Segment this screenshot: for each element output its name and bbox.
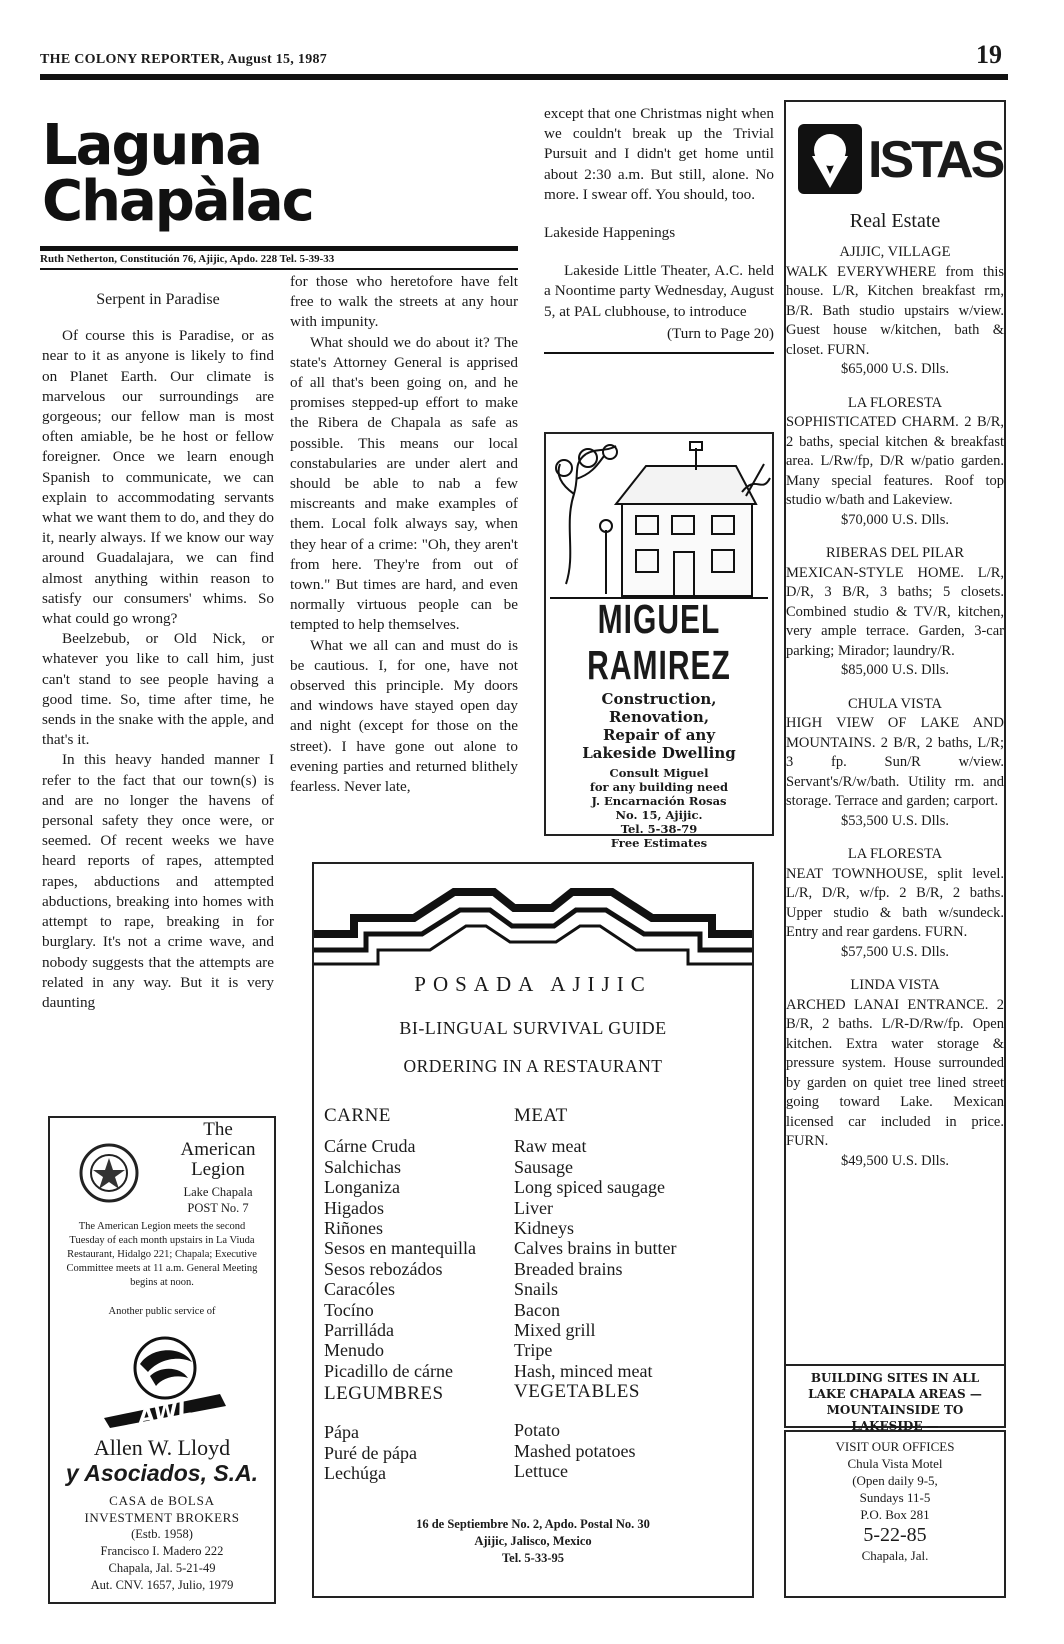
contact-line: No. 15, Ajijic. <box>615 808 703 822</box>
menu-item: Lechúga <box>324 1463 386 1484</box>
listing-desc: SOPHISTICATED CHARM. 2 B/R, 2 baths, special kitchen & breakfast area. L/Rw/fp, D/R w/patio garden. Many special features. Roof top studio w/bath and Lakeview. <box>786 414 1004 508</box>
firm-line: CASA de BOLSA <box>109 1493 215 1508</box>
contact-line: Tel. 5-38-79 <box>620 822 698 836</box>
happenings-heading: Lakeside Happenings <box>544 224 676 242</box>
office-phone: 5-22-85 <box>863 1524 927 1546</box>
article-headline: Serpent in Paradise <box>96 291 220 308</box>
menu-item: Mashed potatoes <box>514 1440 636 1461</box>
menu-item: Hash, minced meat <box>514 1360 653 1381</box>
miguel-ramirez-ad <box>544 432 774 850</box>
page-header <box>40 40 1008 80</box>
contact-line: Free Estimates <box>610 836 708 850</box>
address-line: 16 de Septiembre No. 2, Apdo. Postal No. 30 <box>416 1517 650 1531</box>
menu-item: Tripe <box>514 1340 553 1361</box>
article-paragraph: for those who heretofore have felt free to walk the streets at any hour with impunity. <box>290 273 518 331</box>
menu-item: Menudo <box>324 1340 384 1361</box>
menu-item: Bacon <box>514 1299 560 1320</box>
vistas-ad <box>784 100 1006 1428</box>
listing-price: $57,500 U.S. Dlls. <box>841 943 949 960</box>
menu-spanish-carne <box>324 1106 476 1381</box>
listing-place: AJIJIC, VILLAGE <box>839 244 951 260</box>
listing-desc: MEXICAN-STYLE HOME. L/R, D/R, 3 B/R, 3 baths; 5 closets. Combined studio & TV/R, kitchen, very ample terrace. Garden, 3-car parking; Mirador; laundry/R. <box>786 564 1004 659</box>
posada-name: POSADA AJIJIC <box>414 972 652 996</box>
listing-price: $49,500 U.S. Dlls. <box>841 1152 949 1169</box>
vistas-subtitle: Real Estate <box>849 210 941 232</box>
masthead-line-2: Chapàlac <box>42 169 313 234</box>
office-city: Chapala, Jal. <box>861 1548 929 1563</box>
address-line: Tel. 5-33-95 <box>501 1551 565 1565</box>
listing-place: LA FLORESTA <box>847 846 943 862</box>
firm-line: Chapala, Jal. 5-21-49 <box>108 1561 216 1575</box>
listing-desc: NEAT TOWNHOUSE, split level. L/R, D/R, w/fp. 2 B/R, 2 baths. Upper studio & bath w/sundeck. Entry and rear gardens. FURN. <box>786 865 1004 940</box>
happenings-paragraph: Lakeside Little Theater, A.C. held a Noontime party Wednesday, August 5, at PAL clubhouse, to introduce <box>544 262 774 320</box>
contact-line: Consult Miguel <box>609 766 709 780</box>
article-paragraph: What we all can and must do is be cautious. I, for one, have not observed this principle. My doors and windows have stayed open day and night (except for those on the street). I have gone out alone to evening parties and returned blithely fearless. Never late, <box>290 636 518 796</box>
menu-item: Salchichas <box>324 1156 401 1177</box>
american-legion-ad <box>48 1116 276 1604</box>
office-line: Sundays 11-5 <box>859 1490 931 1505</box>
office-line: P.O. Box 281 <box>860 1507 930 1522</box>
firm-block <box>56 1436 268 1594</box>
guide-subtitle: ORDERING IN A RESTAURANT <box>403 1056 663 1076</box>
menu-item: Sesos en mantequilla <box>324 1238 476 1259</box>
service-line: Construction, <box>601 690 717 708</box>
listing-5 <box>786 845 1004 962</box>
legion-title-line: American <box>180 1139 256 1160</box>
menu-item: Calves brains in butter <box>514 1238 677 1259</box>
menu-item: Liver <box>514 1197 553 1218</box>
firm-line: (Estb. 1958) <box>131 1527 193 1541</box>
building-sites-box <box>784 1364 1006 1433</box>
listing-place: LA FLORESTA <box>847 394 943 411</box>
listing-4 <box>786 695 1004 832</box>
legion-meeting-info: The American Legion meets the second Tuesday of each month upstairs in La Viuda Restaurant, Hidalgo 221; Chapala; Executive Committee meets at 11 a.m. General Meeting begins at noon. <box>66 1221 258 1288</box>
page-number: 19 <box>976 40 1002 69</box>
building-sites-text: BUILDING SITES IN ALL LAKE CHAPALA AREAS — MOUNTAINSIDE TO LAKESIDE — <box>808 1371 982 1433</box>
legion-post <box>168 1184 268 1216</box>
article-column-3 <box>544 104 774 354</box>
menu-heading: LEGUMBRES <box>324 1383 444 1404</box>
firm-name: Allen W. Lloyd <box>93 1435 231 1460</box>
menu-item: Sesos rebozádos <box>324 1258 443 1279</box>
listing-price: $65,000 U.S. Dlls. <box>841 361 949 377</box>
menu-heading: CARNE <box>324 1105 391 1126</box>
listing-6 <box>786 976 1004 1171</box>
legion-title-line: Legion <box>191 1159 245 1180</box>
service-line: Repair of any <box>602 726 716 744</box>
miguel-name: MIGUEL RAMIREZ <box>587 598 731 689</box>
menu-heading: VEGETABLES <box>514 1381 640 1402</box>
menu-item: Cárne Cruda <box>324 1136 416 1157</box>
turn-to-page: (Turn to Page 20) <box>666 324 774 342</box>
firm-line: Aut. CNV. 1657, Julio, 1979 <box>90 1578 234 1592</box>
legion-post-number: POST No. 7 <box>187 1201 249 1215</box>
listing-place: CHULA VISTA <box>847 695 943 712</box>
masthead-line-1: Laguna <box>42 113 262 178</box>
article-paragraph: except that one Christmas night when we couldn't break up the Trivial Pursuit and I didn't get home until about 2:30 a.m. But still, alone. No more. I swear off. You should, too. <box>544 105 774 203</box>
article-paragraph: Of course this is Paradise, or as near to it as anyone is likely to find on Planet Earth. Our climate is marvelous our surroundings are gorgeous; our fellow man is most often amiable, be he host or fellow foreigner. Once we learn enough Spanish to communicate, we can explain to accommodating servants what we want them to do, and they do it, nearly always. If we know our way around Guadalajara, we can find almost anything within reason to satisfy our consumers' whims. So what could go wrong? <box>42 327 274 628</box>
menu-item: Mixed grill <box>514 1320 596 1341</box>
service-line: Lakeside Dwelling <box>582 744 736 762</box>
menu-item: Caracóles <box>324 1279 395 1300</box>
menu-item: Parrilláda <box>324 1320 394 1341</box>
menu-item: Riñones <box>324 1218 384 1239</box>
article-paragraph: In this heavy handed manner I refer to the fact that our town(s) is and are no longer the havens of personal safety they once were, or seemed. Of recent weeks we have heard reports of rapes, attempted rapes, abductions and attempted abductions, breaking into homes with attempt to rape, breaking in for burglary. It's not a crime wave, and nobody suggests that the attempts are related in any way. But it is very daunting <box>42 751 274 1011</box>
listing-place: LINDA VISTA <box>850 977 940 993</box>
column-masthead <box>42 113 522 246</box>
miguel-services <box>546 690 772 762</box>
posada-address <box>314 1516 752 1567</box>
contact-line: J. Encarnación Rosas <box>591 794 727 808</box>
menu-item: Longaniza <box>324 1177 400 1198</box>
office-line: VISIT OUR OFFICES <box>835 1439 955 1454</box>
vistas-logo <box>786 124 1004 204</box>
article-column-1 <box>42 290 274 1013</box>
menu-item: Higados <box>324 1197 384 1218</box>
listing-price: $70,000 U.S. Dlls. <box>841 511 949 528</box>
menu-item: Snails <box>514 1279 559 1300</box>
office-line: Chula Vista Motel <box>847 1456 943 1471</box>
listing-price: $85,000 U.S. Dlls. <box>841 662 949 678</box>
menu-english-vegetables <box>514 1382 640 1482</box>
menu-item: Long spiced saugage <box>514 1177 665 1198</box>
menu-item: Kidneys <box>514 1218 574 1239</box>
menu-item: Picadillo de cárne <box>324 1360 453 1381</box>
guide-title: BI-LINGUAL SURVIVAL GUIDE <box>399 1018 667 1038</box>
listing-price: $53,500 U.S. Dlls. <box>841 812 949 829</box>
listing-desc: ARCHED LANAI ENTRANCE. 2 B/R, 2 baths. L/R-D/Rw/fp. Open kitchen. Extra water storage & pressure system. House surrounded by garden on quiet tree lined street going toward Lake. Mexican licensed car included in price. FURN. <box>786 996 1004 1149</box>
firm-name-2: y Asociados, S.A. <box>65 1460 259 1486</box>
firm-line: Francisco I. Madero 222 <box>100 1544 224 1558</box>
menu-heading: MEAT <box>514 1105 568 1126</box>
article-column-2 <box>290 272 518 797</box>
legion-title-line: The <box>203 1119 233 1140</box>
vistas-offices-box <box>784 1430 1006 1598</box>
contact-line: for any building need <box>589 780 729 794</box>
menu-item: Potato <box>514 1420 561 1441</box>
menu-english-meat <box>514 1106 676 1381</box>
column-byline: Ruth Netherton, Constitución 76, Ajijic, Apdo. 228 Tel. 5-39-33 <box>40 246 518 270</box>
listing-3 <box>786 544 1004 681</box>
listing-1 <box>786 243 1004 380</box>
menu-item: Raw meat <box>514 1136 587 1157</box>
arch-ornament <box>314 864 752 984</box>
awl-logo-text: AWL <box>136 1396 194 1431</box>
firm-line: INVESTMENT BROKERS <box>84 1510 240 1525</box>
menu-item: Lettuce <box>514 1461 568 1482</box>
listing-2 <box>786 394 1004 531</box>
service-line: Renovation, <box>608 708 710 726</box>
legion-title <box>168 1120 268 1180</box>
listing-desc: HIGH VIEW OF LAKE AND MOUNTAINS. 2 B/R, 2 baths, L/R; 3 fp. Sun/R w/view. Servant's/R/w/bath. Utility rm. and storage. Terrace and garden; carport. <box>786 715 1004 809</box>
listing-place: RIBERAS DEL PILAR <box>825 545 965 561</box>
office-line: (Open daily 9-5, <box>852 1473 938 1488</box>
house-illustration <box>546 434 772 606</box>
publication-dateline: THE COLONY REPORTER, August 15, 1987 <box>40 52 328 67</box>
vistas-v-icon <box>798 124 862 194</box>
section-divider <box>544 352 774 354</box>
menu-item: Puré de pápa <box>324 1442 417 1463</box>
menu-item: Breaded brains <box>514 1258 623 1279</box>
menu-item: Pápa <box>324 1422 359 1443</box>
article-paragraph: Beelzebub, or Old Nick, or whatever you like to call him, just can't stand to see people having a good time. So, time after time, he sends in the snake with the apple, and that's it. <box>42 630 274 749</box>
menu-spanish-legumbres <box>324 1384 444 1484</box>
legion-emblem-icon <box>78 1142 140 1209</box>
vistas-logo-text: ISTAS <box>868 131 1003 189</box>
menu-item: Sausage <box>514 1156 573 1177</box>
article-paragraph: What should we do about it? The state's Attorney General is apprised of all that's been going on, and he promises stepped-up effort to make the Ribera de Chapala as safe as possible. This means our local constabularies are under alert and should be able to nab a few miscreants and make examples of them. Local folk always say, when they hear of a crime: "Oh, they aren't from here. They're from out of town." But times are hard, and even normally virtuous people can be tempted to help themselves. <box>290 333 518 634</box>
menu-item: Tocíno <box>324 1299 374 1320</box>
listing-desc: WALK EVERYWHERE from this house. L/R, Kitchen breakfast rm, B/R. Bath studio upstairs w/view. Guest house w/kitchen, bath & closet. FURN. <box>786 263 1004 358</box>
miguel-contact <box>546 766 772 850</box>
address-line: Ajijic, Jalisco, Mexico <box>474 1534 592 1548</box>
legion-location: Lake Chapala <box>183 1185 253 1199</box>
posada-ajijic-ad <box>312 862 754 1598</box>
awl-logo-icon <box>90 1332 240 1432</box>
legion-service-note: Another public service of <box>108 1306 216 1317</box>
